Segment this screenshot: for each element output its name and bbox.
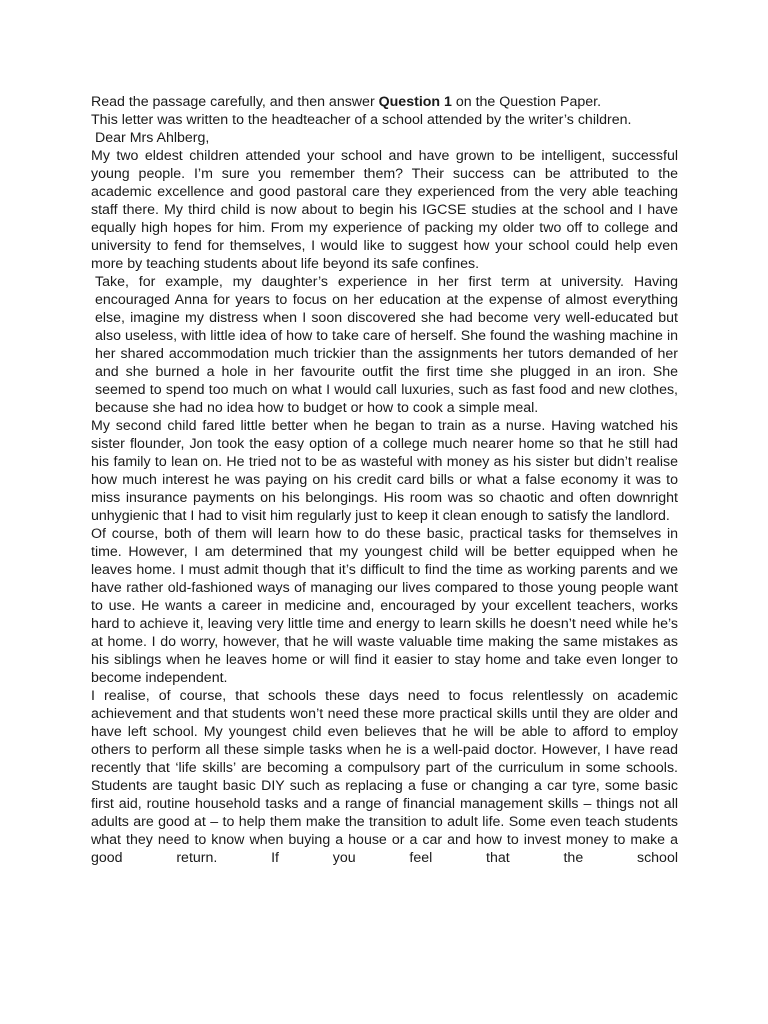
instructions-text-before: Read the passage carefully, and then answer (91, 94, 379, 110)
salutation: Dear Mrs Ahlberg, (95, 130, 210, 146)
question-reference: Question 1 (378, 94, 452, 110)
paragraph-5: I realise, of course, that schools these days need to focus relentlessly on academic achievement and that students won’t need these more practical skills until they are older and have left school. My youngest child even believes that he will be able to afford to employ others to perform all these simple tasks when he is a well-paid doctor. However, I have read recently that ‘life skills’ are becoming a compulsory part of the curriculum in some schools. Students are taught basic DIY such as replacing a fuse or changing a car tyre, some basic first aid, routine household tasks and a range of financial management skills – things not all adults are good at – to help them make the transition to adult life. Some even teach students what they need to know when buying a house or a car and how to invest money to make a good return. If you feel that the school (91, 688, 678, 866)
letter-page (91, 93, 678, 867)
context-line: This letter was written to the headteacher of a school attended by the writer’s children. (91, 112, 632, 128)
instructions-text-after: on the Question Paper. (451, 94, 602, 110)
paragraph-3: My second child fared little better when he began to train as a nurse. Having watched his sister flounder, Jon took the easy option of a college much nearer home so that he still had his family to lean on. He tried not to be as wasteful with money as his sister but didn’t realise how much interest he was paying on his credit card bills or what a false economy it was to miss insurance payments on his belongings. His room was so chaotic and often downright unhygienic that I had to visit him regularly just to keep it clean enough to satisfy the landlord. (91, 418, 678, 524)
paragraph-1: My two eldest children attended your school and have grown to be intelligent, successful young people. I’m sure you remember them? Their success can be attributed to the academic excellence and good pastoral care they experienced from the very able teaching staff there. My third child is now about to begin his IGCSE studies at the school and I have equally high hopes for him. From my experience of packing my older two off to college and university to fend for themselves, I would like to suggest how your school could help even more by teaching students about life beyond its safe confines. (91, 148, 678, 272)
paragraph-4: Of course, both of them will learn how to do these basic, practical tasks for themselves in time. However, I am determined that my youngest child will be better equipped when he leaves home. I must admit though that it’s difficult to find the time as working parents and we have rather old-fashioned ways of managing our lives compared to those young people want to use. He wants a career in medicine and, encouraged by your excellent teachers, works hard to achieve it, leaving very little time and energy to learn skills he doesn’t need while he’s at home. I do worry, however, that he will waste valuable time making the same mistakes as his siblings when he leaves home or will find it easier to stay home and take even longer to become independent. (91, 526, 678, 686)
paragraph-2: Take, for example, my daughter’s experience in her first term at university. Having encouraged Anna for years to focus on her education at the expense of almost everything else, imagine my distress when I soon discovered she had become very well-educated but also useless, with little idea of how to take care of herself. She found the washing machine in her shared accommodation much trickier than the assignments her tutors demanded of her and she burned a hole in her favourite outfit the first time she plugged in an iron. She seemed to spend too much on what I would call luxuries, such as fast food and new clothes, because she had no idea how to budget or how to cook a simple meal. (95, 274, 678, 416)
instructions-line (91, 93, 678, 111)
